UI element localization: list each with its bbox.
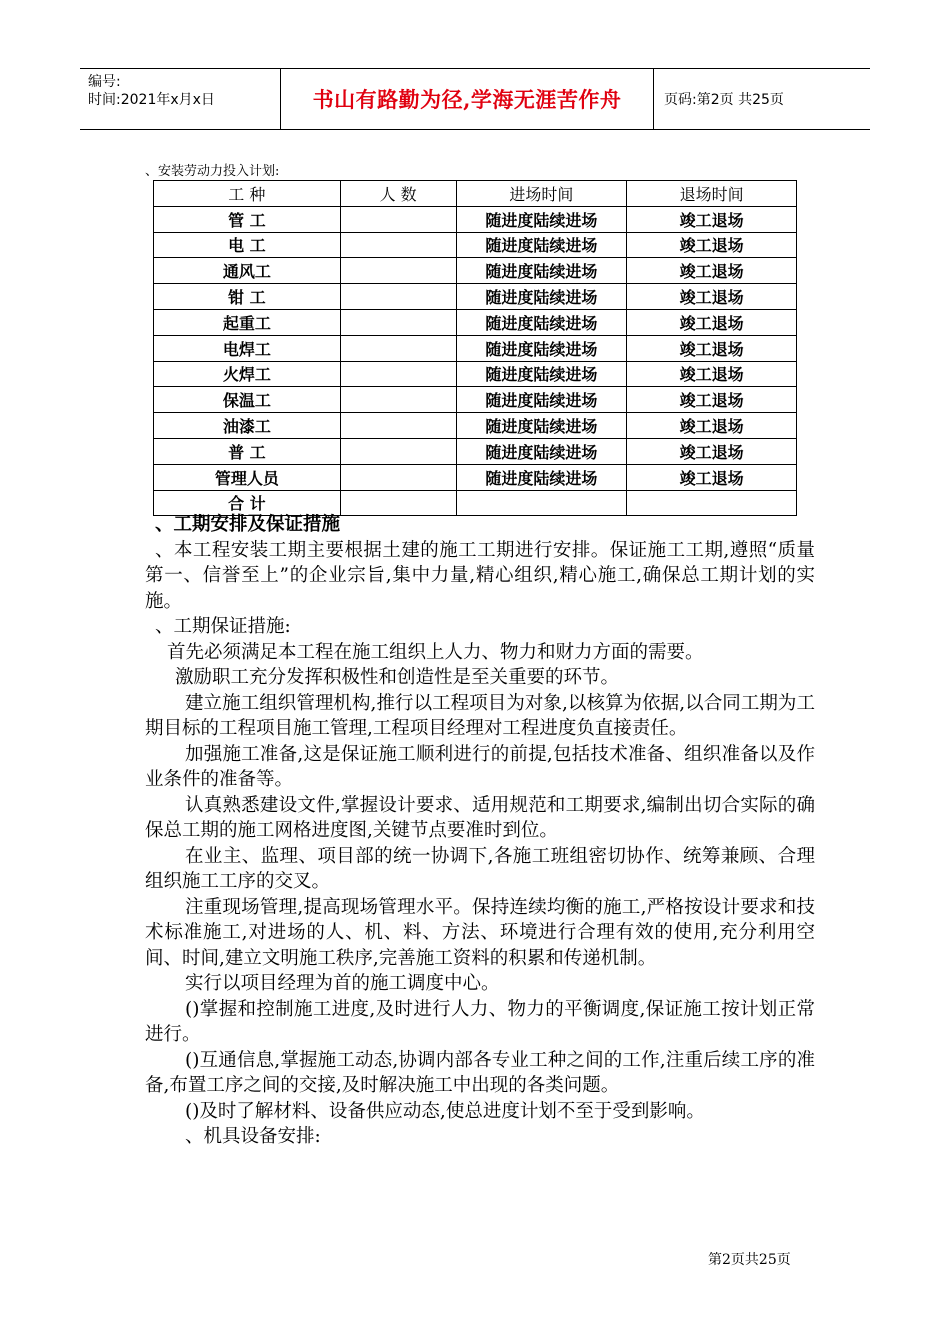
count-cell — [340, 232, 456, 258]
entry-cell: 随进度陆续进场 — [456, 258, 627, 284]
table-row — [154, 464, 797, 490]
paragraph: 认真熟悉建设文件,掌握设计要求、适用规范和工期要求,编制出切合实际的确保总工期的施工网格进度图,关键节点要准时到位。 — [145, 794, 815, 841]
entry-cell: 随进度陆续进场 — [456, 413, 627, 439]
paragraph: 、机具设备安排: — [185, 1126, 321, 1147]
exit-cell: 竣工退场 — [627, 438, 797, 464]
page-header — [80, 68, 870, 130]
count-cell — [340, 464, 456, 490]
exit-cell: 竣工退场 — [627, 361, 797, 387]
header-motto — [281, 69, 654, 129]
paragraph: ()掌握和控制施工进度,及时进行人力、物力的平衡调度,保证施工按计划正常进行。 — [145, 998, 815, 1045]
header-meta — [80, 69, 281, 129]
count-cell — [340, 258, 456, 284]
exit-cell: 竣工退场 — [627, 309, 797, 335]
document-number-label: 编号: — [88, 74, 121, 90]
paragraph: 激励职工充分发挥积极性和创造性是至关重要的环节。 — [175, 667, 620, 688]
exit-cell: 竣工退场 — [627, 206, 797, 232]
entry-cell: 随进度陆续进场 — [456, 284, 627, 310]
exit-cell: 竣工退场 — [627, 258, 797, 284]
table-row — [154, 206, 797, 232]
table-row — [154, 413, 797, 439]
trade-cell: 电 工 — [154, 232, 341, 258]
trade-cell: 通风工 — [154, 258, 341, 284]
paragraph: 、工期保证措施: — [155, 616, 291, 637]
motto-text: 书山有路勤为径,学海无涯苦作舟 — [312, 87, 622, 112]
entry-cell: 随进度陆续进场 — [456, 309, 627, 335]
trade-cell: 保温工 — [154, 387, 341, 413]
paragraph: 在业主、监理、项目部的统一协调下,各施工班组密切协作、统筹兼顾、合理组织施工工序的交叉。 — [145, 845, 815, 892]
exit-cell: 竣工退场 — [627, 232, 797, 258]
trade-cell: 普 工 — [154, 438, 341, 464]
exit-cell: 竣工退场 — [627, 335, 797, 361]
entry-cell: 随进度陆续进场 — [456, 361, 627, 387]
count-cell — [340, 309, 456, 335]
table-row — [154, 387, 797, 413]
trade-cell: 电焊工 — [154, 335, 341, 361]
header-page-number: 页码:第2页 共25页 — [664, 92, 784, 108]
count-cell — [340, 413, 456, 439]
total-label-cell: 合 计 — [154, 490, 341, 516]
section-title: 、工期安排及保证措施 — [155, 514, 341, 535]
table-row — [154, 258, 797, 284]
trade-cell: 火焊工 — [154, 361, 341, 387]
count-cell — [340, 206, 456, 232]
table-caption: 、安装劳动力投入计划: — [145, 164, 280, 179]
table-row — [154, 438, 797, 464]
trade-cell: 管 工 — [154, 206, 341, 232]
entry-cell: 随进度陆续进场 — [456, 438, 627, 464]
header-cell-trade: 工 种 — [154, 181, 341, 207]
count-cell — [340, 361, 456, 387]
header-cell-exit-time: 退场时间 — [627, 181, 797, 207]
header-cell-count: 人 数 — [340, 181, 456, 207]
entry-cell: 随进度陆续进场 — [456, 335, 627, 361]
table-row — [154, 232, 797, 258]
paragraph: ()及时了解材料、设备供应动态,使总进度计划不至于受到影响。 — [185, 1100, 705, 1122]
trade-cell: 油漆工 — [154, 413, 341, 439]
entry-cell: 随进度陆续进场 — [456, 464, 627, 490]
entry-cell: 随进度陆续进场 — [456, 232, 627, 258]
count-cell — [340, 335, 456, 361]
page-footer: 第2页共25页 — [708, 1252, 791, 1268]
paragraph: 、本工程安装工期主要根据土建的施工工期进行安排。保证施工工期,遵照“质量第一、信誉至上”的企业宗旨,集中力量,精心组织,精心施工,确保总工期计划的实施。 — [145, 539, 815, 612]
exit-cell: 竣工退场 — [627, 387, 797, 413]
paragraph: 首先必须满足本工程在施工组织上人力、物力和财力方面的需要。 — [167, 641, 704, 663]
count-cell — [340, 438, 456, 464]
body-text — [145, 512, 815, 1150]
table-row — [154, 309, 797, 335]
table-header-row — [154, 181, 797, 207]
count-cell — [340, 284, 456, 310]
exit-cell: 竣工退场 — [627, 413, 797, 439]
paragraph: 实行以项目经理为首的施工调度中心。 — [185, 973, 500, 994]
exit-cell: 竣工退场 — [627, 464, 797, 490]
table-row — [154, 361, 797, 387]
document-time-label: 时间:2021年x月x日 — [88, 92, 215, 108]
paragraph: 加强施工准备,这是保证施工顺利进行的前提,包括技术准备、组织准备以及作业条件的准备等。 — [145, 743, 815, 790]
count-cell — [340, 387, 456, 413]
exit-cell: 竣工退场 — [627, 284, 797, 310]
entry-cell: 随进度陆续进场 — [456, 387, 627, 413]
paragraph: 注重现场管理,提高现场管理水平。保持连续均衡的施工,严格按设计要求和技术标准施工,对进场的人、机、料、方法、环境进行合理有效的使用,充分利用空间、时间,建立文明施工秩序,完善施工资料的积累和传递机制。 — [145, 896, 815, 969]
labor-plan-table — [153, 180, 797, 516]
trade-cell: 钳 工 — [154, 284, 341, 310]
paragraph: ()互通信息,掌握施工动态,协调内部各专业工种之间的工作,注重后续工序的准备,布置工序之间的交接,及时解决施工中出现的各类问题。 — [145, 1049, 815, 1096]
trade-cell: 起重工 — [154, 309, 341, 335]
entry-cell: 随进度陆续进场 — [456, 206, 627, 232]
header-cell-entry-time: 进场时间 — [456, 181, 627, 207]
table-row — [154, 284, 797, 310]
table-row — [154, 335, 797, 361]
trade-cell: 管理人员 — [154, 464, 341, 490]
paragraph: 建立施工组织管理机构,推行以工程项目为对象,以核算为依据,以合同工期为工期目标的工程项目施工管理,工程项目经理对工程进度负直接责任。 — [145, 692, 815, 739]
